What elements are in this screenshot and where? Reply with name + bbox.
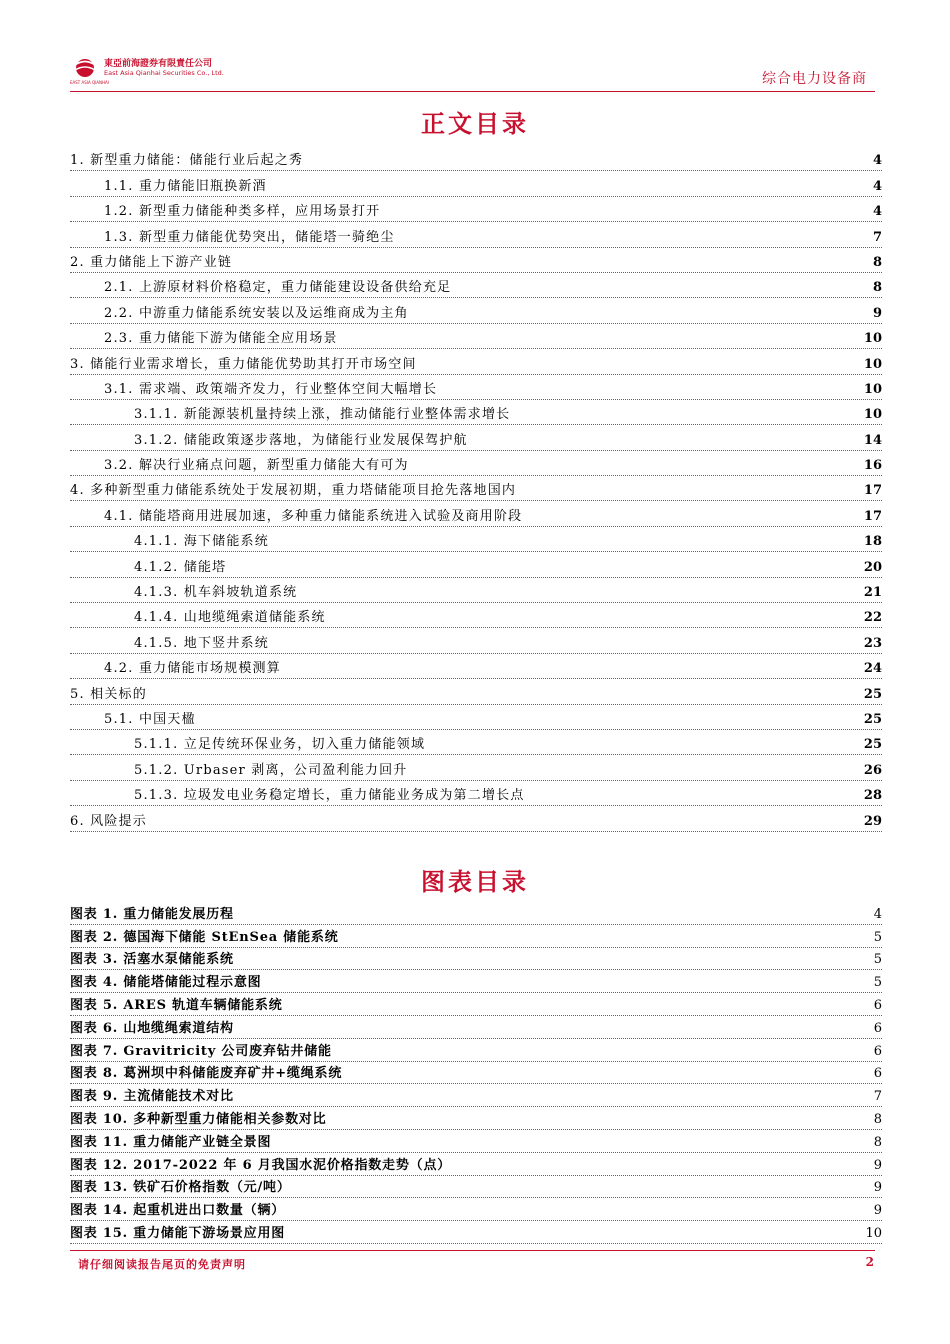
- toc-entry-page: 17: [863, 483, 882, 499]
- toc-entry[interactable]: [70, 476, 882, 501]
- figures-title: 图表目录: [421, 867, 529, 896]
- figure-entry[interactable]: [70, 993, 882, 1016]
- figure-entry-label: 图表 4. 储能塔储能过程示意图: [70, 971, 264, 990]
- toc-entry[interactable]: [70, 171, 882, 196]
- figure-entry-page: 6: [873, 1020, 882, 1036]
- toc-entry-label: 4.2. 重力储能市场规模测算: [104, 657, 284, 676]
- figure-entry[interactable]: [70, 1107, 882, 1130]
- toc-entry-page: 4: [872, 204, 882, 220]
- toc-entry[interactable]: [70, 654, 882, 679]
- toc-entry-page: 22: [863, 610, 882, 626]
- toc-entry-label: 3.1.2. 储能政策逐步落地，为储能行业发展保驾护航: [134, 429, 471, 448]
- figure-entry[interactable]: [70, 1039, 882, 1062]
- toc-entry-label: 2.3. 重力储能下游为储能全应用场景: [104, 327, 341, 346]
- figure-entry[interactable]: [70, 948, 882, 971]
- toc-entry-label: 5.1.3. 垃圾发电业务稳定增长，重力储能业务成为第二增长点: [134, 784, 528, 803]
- figure-list: [70, 902, 882, 1244]
- toc-entry[interactable]: [70, 755, 882, 780]
- toc-entry[interactable]: [70, 730, 882, 755]
- toc-entry-label: 5.1.2. Urbaser 剥离，公司盈利能力回升: [134, 759, 411, 778]
- toc-entry[interactable]: [70, 552, 882, 577]
- figure-entry[interactable]: [70, 1153, 882, 1176]
- toc-entry[interactable]: [70, 806, 882, 831]
- toc-entry[interactable]: [70, 781, 882, 806]
- toc-entry-page: 10: [863, 407, 882, 423]
- figure-entry-page: 4: [873, 906, 882, 922]
- toc-entry-label: 4. 多种新型重力储能系统处于发展初期，重力塔储能项目抢先落地国内: [70, 479, 519, 498]
- toc-entry-label: 4.1.4. 山地缆绳索道储能系统: [134, 606, 329, 625]
- toc-entry-label: 1.3. 新型重力储能优势突出，储能塔一骑绝尘: [104, 226, 398, 245]
- figure-entry-label: 图表 10. 多种新型重力储能相关参数对比: [70, 1108, 329, 1127]
- company-name-en: East Asia Qianhai Securities Co., Ltd.: [104, 69, 224, 77]
- toc-entry[interactable]: [70, 527, 882, 552]
- figure-entry-label: 图表 14. 起重机进出口数量（辆）: [70, 1199, 288, 1218]
- toc-entry[interactable]: [70, 349, 882, 374]
- toc-entry-page: 4: [872, 153, 882, 169]
- toc-entry[interactable]: [70, 222, 882, 247]
- table-of-contents: [70, 146, 882, 832]
- figure-entry[interactable]: [70, 1198, 882, 1221]
- toc-entry-page: 24: [863, 661, 882, 677]
- toc-entry-label: 3. 储能行业需求增长，重力储能优势助其打开市场空间: [70, 353, 420, 372]
- toc-entry-label: 2. 重力储能上下游产业链: [70, 251, 235, 270]
- toc-entry-page: 10: [863, 331, 882, 347]
- figure-entry[interactable]: [70, 1062, 882, 1085]
- figure-entry-label: 图表 8. 葛洲坝中科储能废弃矿井+缆绳系统: [70, 1062, 345, 1081]
- toc-entry-page: 8: [872, 254, 882, 270]
- toc-entry-page: 25: [863, 737, 882, 753]
- toc-title: 正文目录: [421, 109, 529, 138]
- footer-divider: [70, 1250, 875, 1251]
- figure-entry[interactable]: [70, 902, 882, 925]
- toc-entry-page: 16: [863, 458, 882, 474]
- figure-entry-page: 8: [873, 1111, 882, 1127]
- toc-entry-label: 5. 相关标的: [70, 683, 150, 702]
- toc-entry[interactable]: [70, 705, 882, 730]
- figure-entry-page: 8: [873, 1134, 882, 1150]
- figure-entry[interactable]: [70, 1130, 882, 1153]
- toc-entry[interactable]: [70, 679, 882, 704]
- toc-entry-page: 25: [863, 686, 882, 702]
- toc-entry[interactable]: [70, 298, 882, 323]
- toc-entry[interactable]: [70, 628, 882, 653]
- toc-entry-label: 1. 新型重力储能：储能行业后起之秀: [70, 149, 306, 168]
- logo-mark-icon: [72, 56, 98, 78]
- toc-entry[interactable]: [70, 197, 882, 222]
- figure-entry-label: 图表 12. 2017-2022 年 6 月我国水泥价格指数走势（点）: [70, 1154, 454, 1173]
- figure-entry-label: 图表 1. 重力储能发展历程: [70, 903, 237, 922]
- toc-entry-label: 4.1.3. 机车斜坡轨道系统: [134, 581, 300, 600]
- toc-entry[interactable]: [70, 603, 882, 628]
- figure-entry-label: 图表 13. 铁矿石价格指数（元/吨）: [70, 1176, 294, 1195]
- toc-entry-page: 7: [872, 229, 882, 245]
- figure-entry-label: 图表 11. 重力储能产业链全景图: [70, 1131, 274, 1150]
- toc-entry[interactable]: [70, 273, 882, 298]
- toc-entry[interactable]: [70, 425, 882, 450]
- toc-entry[interactable]: [70, 375, 882, 400]
- toc-entry-label: 4.1.1. 海下储能系统: [134, 530, 272, 549]
- toc-entry-label: 3.1. 需求端、政策端齐发力，行业整体空间大幅增长: [104, 378, 440, 397]
- toc-entry-label: 1.2. 新型重力储能种类多样，应用场景打开: [104, 200, 383, 219]
- figure-entry-page: 5: [873, 952, 882, 968]
- toc-entry-label: 1.1. 重力储能旧瓶换新酒: [104, 175, 270, 194]
- figure-entry-label: 图表 5. ARES 轨道车辆储能系统: [70, 994, 286, 1013]
- company-logo: [70, 54, 224, 85]
- toc-entry-page: 10: [863, 381, 882, 397]
- toc-entry-page: 8: [872, 280, 882, 296]
- figure-entry-page: 7: [873, 1089, 882, 1105]
- toc-entry-page: 20: [863, 559, 882, 575]
- toc-entry[interactable]: [70, 324, 882, 349]
- figure-entry-page: 9: [873, 1180, 882, 1196]
- toc-entry-page: 29: [863, 813, 882, 829]
- toc-entry[interactable]: [70, 146, 882, 171]
- figure-entry-page: 10: [865, 1225, 882, 1241]
- toc-entry-page: 10: [863, 356, 882, 372]
- figure-entry-label: 图表 9. 主流储能技术对比: [70, 1085, 237, 1104]
- toc-entry-page: 14: [863, 432, 882, 448]
- toc-entry-label: 4.1. 储能塔商用进展加速，多种重力储能系统进入试验及商用阶段: [104, 505, 525, 524]
- figure-entry-page: 5: [873, 975, 882, 991]
- toc-entry-page: 18: [863, 534, 882, 550]
- figure-entry[interactable]: [70, 1221, 882, 1244]
- toc-entry[interactable]: [70, 248, 882, 273]
- figure-entry-page: 6: [873, 1043, 882, 1059]
- logo-subtext: EAST ASIA QIANHAI: [70, 80, 109, 85]
- toc-entry-page: 28: [863, 788, 882, 804]
- page-header: [70, 52, 875, 92]
- sector-label: 综合电力设备商: [762, 71, 867, 87]
- figure-entry-page: 6: [873, 997, 882, 1013]
- toc-entry[interactable]: [70, 578, 882, 603]
- figure-entry[interactable]: [70, 1084, 882, 1107]
- toc-entry-page: 17: [863, 508, 882, 524]
- figure-entry-page: 6: [873, 1066, 882, 1082]
- figure-entry-page: 9: [873, 1203, 882, 1219]
- toc-entry-page: 25: [863, 711, 882, 727]
- figure-entry-label: 图表 7. Gravitricity 公司废弃钻井储能: [70, 1040, 335, 1059]
- toc-entry[interactable]: [70, 501, 882, 526]
- toc-entry-label: 2.1. 上游原材料价格稳定，重力储能建设设备供给充足: [104, 276, 454, 295]
- toc-entry-label: 2.2. 中游重力储能系统安装以及运维商成为主角: [104, 302, 412, 321]
- header-divider: [70, 91, 875, 92]
- toc-entry[interactable]: [70, 400, 882, 425]
- figure-entry[interactable]: [70, 925, 882, 948]
- figure-entry[interactable]: [70, 1016, 882, 1039]
- toc-entry-label: 3.1.1. 新能源装机量持续上涨，推动储能行业整体需求增长: [134, 403, 513, 422]
- figure-entry-page: 5: [873, 929, 882, 945]
- toc-entry-page: 4: [872, 178, 882, 194]
- toc-entry-label: 5.1.1. 立足传统环保业务，切入重力储能领域: [134, 733, 428, 752]
- toc-entry-page: 9: [872, 305, 882, 321]
- toc-entry-label: 5.1. 中国天楹: [104, 708, 199, 727]
- toc-entry-page: 23: [863, 635, 882, 651]
- disclaimer-text: 请仔细阅读报告尾页的免责声明: [78, 1258, 246, 1271]
- toc-entry-label: 6. 风险提示: [70, 810, 150, 829]
- figure-entry-label: 图表 2. 德国海下储能 StEnSea 储能系统: [70, 926, 342, 945]
- figure-entry-label: 图表 15. 重力储能下游场景应用图: [70, 1222, 288, 1241]
- figure-entry-page: 9: [873, 1157, 882, 1173]
- figure-entry[interactable]: [70, 970, 882, 993]
- figure-entry-label: 图表 6. 山地缆绳索道结构: [70, 1017, 237, 1036]
- figure-entry[interactable]: [70, 1176, 882, 1199]
- toc-entry-label: 3.2. 解决行业痛点问题，新型重力储能大有可为: [104, 454, 412, 473]
- company-name-cn: 東亞前海證券有限責任公司: [104, 59, 213, 69]
- toc-entry-label: 4.1.5. 地下竖井系统: [134, 632, 272, 651]
- toc-entry-label: 4.1.2. 储能塔: [134, 556, 229, 575]
- figure-entry-label: 图表 3. 活塞水泵储能系统: [70, 948, 237, 967]
- toc-entry-page: 26: [863, 762, 882, 778]
- page-number: 2: [865, 1255, 874, 1269]
- toc-entry[interactable]: [70, 451, 882, 476]
- toc-entry-page: 21: [863, 585, 882, 601]
